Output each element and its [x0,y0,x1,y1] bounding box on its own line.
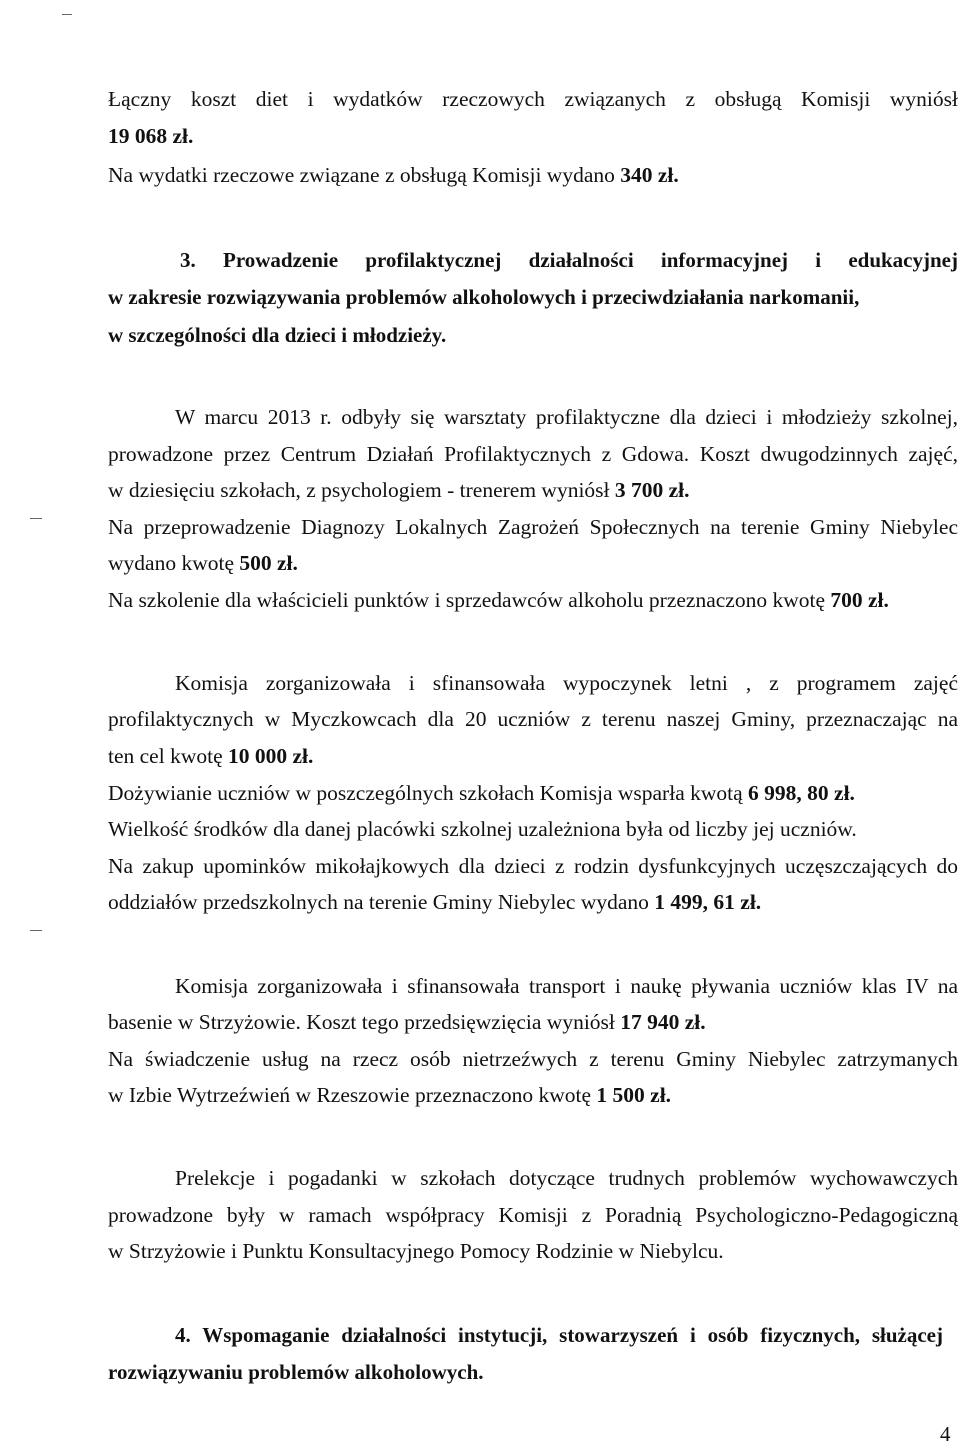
para3-line2: profilaktycznych w Myczkowcach dla 20 uczniów z terenu naszej Gminy, przeznaczając na [108,707,958,731]
para1-line3-text: Na wydatki rzeczowe związane z obsługą Komisji wydano [108,163,621,187]
para3-line3-amount: 10 000 zł. [228,744,314,768]
para3-line6: Na zakup upominków mikołajkowych dla dzieci z rodzin dysfunkcyjnych uczęszczających do [108,854,958,878]
para5-line2: prowadzone były w ramach współpracy Komisji z Poradnią Psychologiczno-Pedagogiczną [108,1203,958,1227]
para5-line1: Prelekcje i pogadanki w szkołach dotyczące trudnych problemów wychowawczych [175,1166,958,1190]
para1-line1: Łączny koszt diet i wydatków rzeczowych związanych z obsługą Komisji wyniósł [108,87,958,111]
section3-heading-line2: w zakresie rozwiązywania problemów alkoholowych i przeciwdziałania narkomanii, [108,285,860,309]
para4-line4-amount: 1 500 zł. [596,1083,672,1107]
para4-line3: Na świadczenie usług na rzecz osób nietrzeźwych z terenu Gminy Niebylec zatrzymanych [108,1047,958,1071]
scan-mark [30,518,42,519]
para4-line2 [108,1009,958,1035]
para2-line6 [108,587,958,613]
para2-line6-amount: 700 zł. [830,588,889,612]
para2-line3-amount: 3 700 zł. [614,478,690,502]
para1-line3 [108,162,958,188]
page-number: 4 [940,1422,951,1446]
section4-heading-line1: 4. Wspomaganie działalności instytucji, stowarzyszeń i osób fizycznych, służącej [175,1323,943,1347]
para2-line6-text: Na szkolenie dla właścicieli punktów i sprzedawców alkoholu przeznaczono kwotę [108,588,831,612]
para1-amount: 19 068 zł. [108,124,194,148]
para2-line4: Na przeprowadzenie Diagnozy Lokalnych Zagrożeń Społecznych na terenie Gminy Niebylec [108,515,958,539]
scan-mark [62,14,72,15]
para4-line4-text: w Izbie Wytrzeźwień w Rzeszowie przeznaczono kwotę [108,1083,597,1107]
para3-line3-text: ten cel kwotę [108,744,228,768]
para3-line7-amount: 1 499, 61 zł. [654,890,762,914]
para3-line7 [108,889,958,915]
para4-line2-amount: 17 940 zł. [620,1010,706,1034]
para3-line7-text: oddziałów przedszkolnych na terenie Gminy Niebylec wydano [108,890,655,914]
para4-line1: Komisja zorganizowała i sfinansowała transport i naukę pływania uczniów klas IV na [175,974,958,998]
scan-mark [30,930,42,931]
para2-line5-text: wydano kwotę [108,551,240,575]
para1-line3-amount: 340 zł. [620,163,679,187]
para3-line1: Komisja zorganizowała i sfinansowała wypoczynek letni , z programem zajęć [175,671,958,695]
para3-line3 [108,743,958,769]
para2-line2: prowadzone przez Centrum Działań Profilaktycznych z Gdowa. Koszt dwugodzinnych zajęć, [108,442,958,466]
para2-line5 [108,550,958,576]
para3-line4-amount: 6 998, 80 zł. [748,781,855,805]
para2-line1: W marcu 2013 r. odbyły się warsztaty profilaktyczne dla dzieci i młodzieży szkolnej, [175,405,958,429]
para3-line4-text: Dożywianie uczniów w poszczególnych szkołach Komisja wsparła kwotą [108,781,749,805]
para4-line2-text: basenie w Strzyżowie. Koszt tego przedsięwzięcia wyniósł [108,1010,621,1034]
section3-heading-line3: w szczególności dla dzieci i młodzieży. [108,323,447,347]
para2-line5-amount: 500 zł. [239,551,298,575]
para2-line3 [108,477,958,503]
para3-line4 [108,780,958,806]
section3-heading-line1: 3. Prowadzenie profilaktycznej działalności informacyjnej i edukacyjnej [180,248,958,272]
para4-line4 [108,1082,958,1108]
section4-heading-line2: rozwiązywaniu problemów alkoholowych. [108,1360,484,1384]
para2-line3-text: w dziesięciu szkołach, z psychologiem - trenerem wyniósł [108,478,615,502]
para5-line3: w Strzyżowie i Punktu Konsultacyjnego Pomocy Rodzinie w Niebylcu. [108,1239,724,1263]
para3-line5: Wielkość środków dla danej placówki szkolnej uzależniona była od liczby jej uczniów. [108,817,857,841]
